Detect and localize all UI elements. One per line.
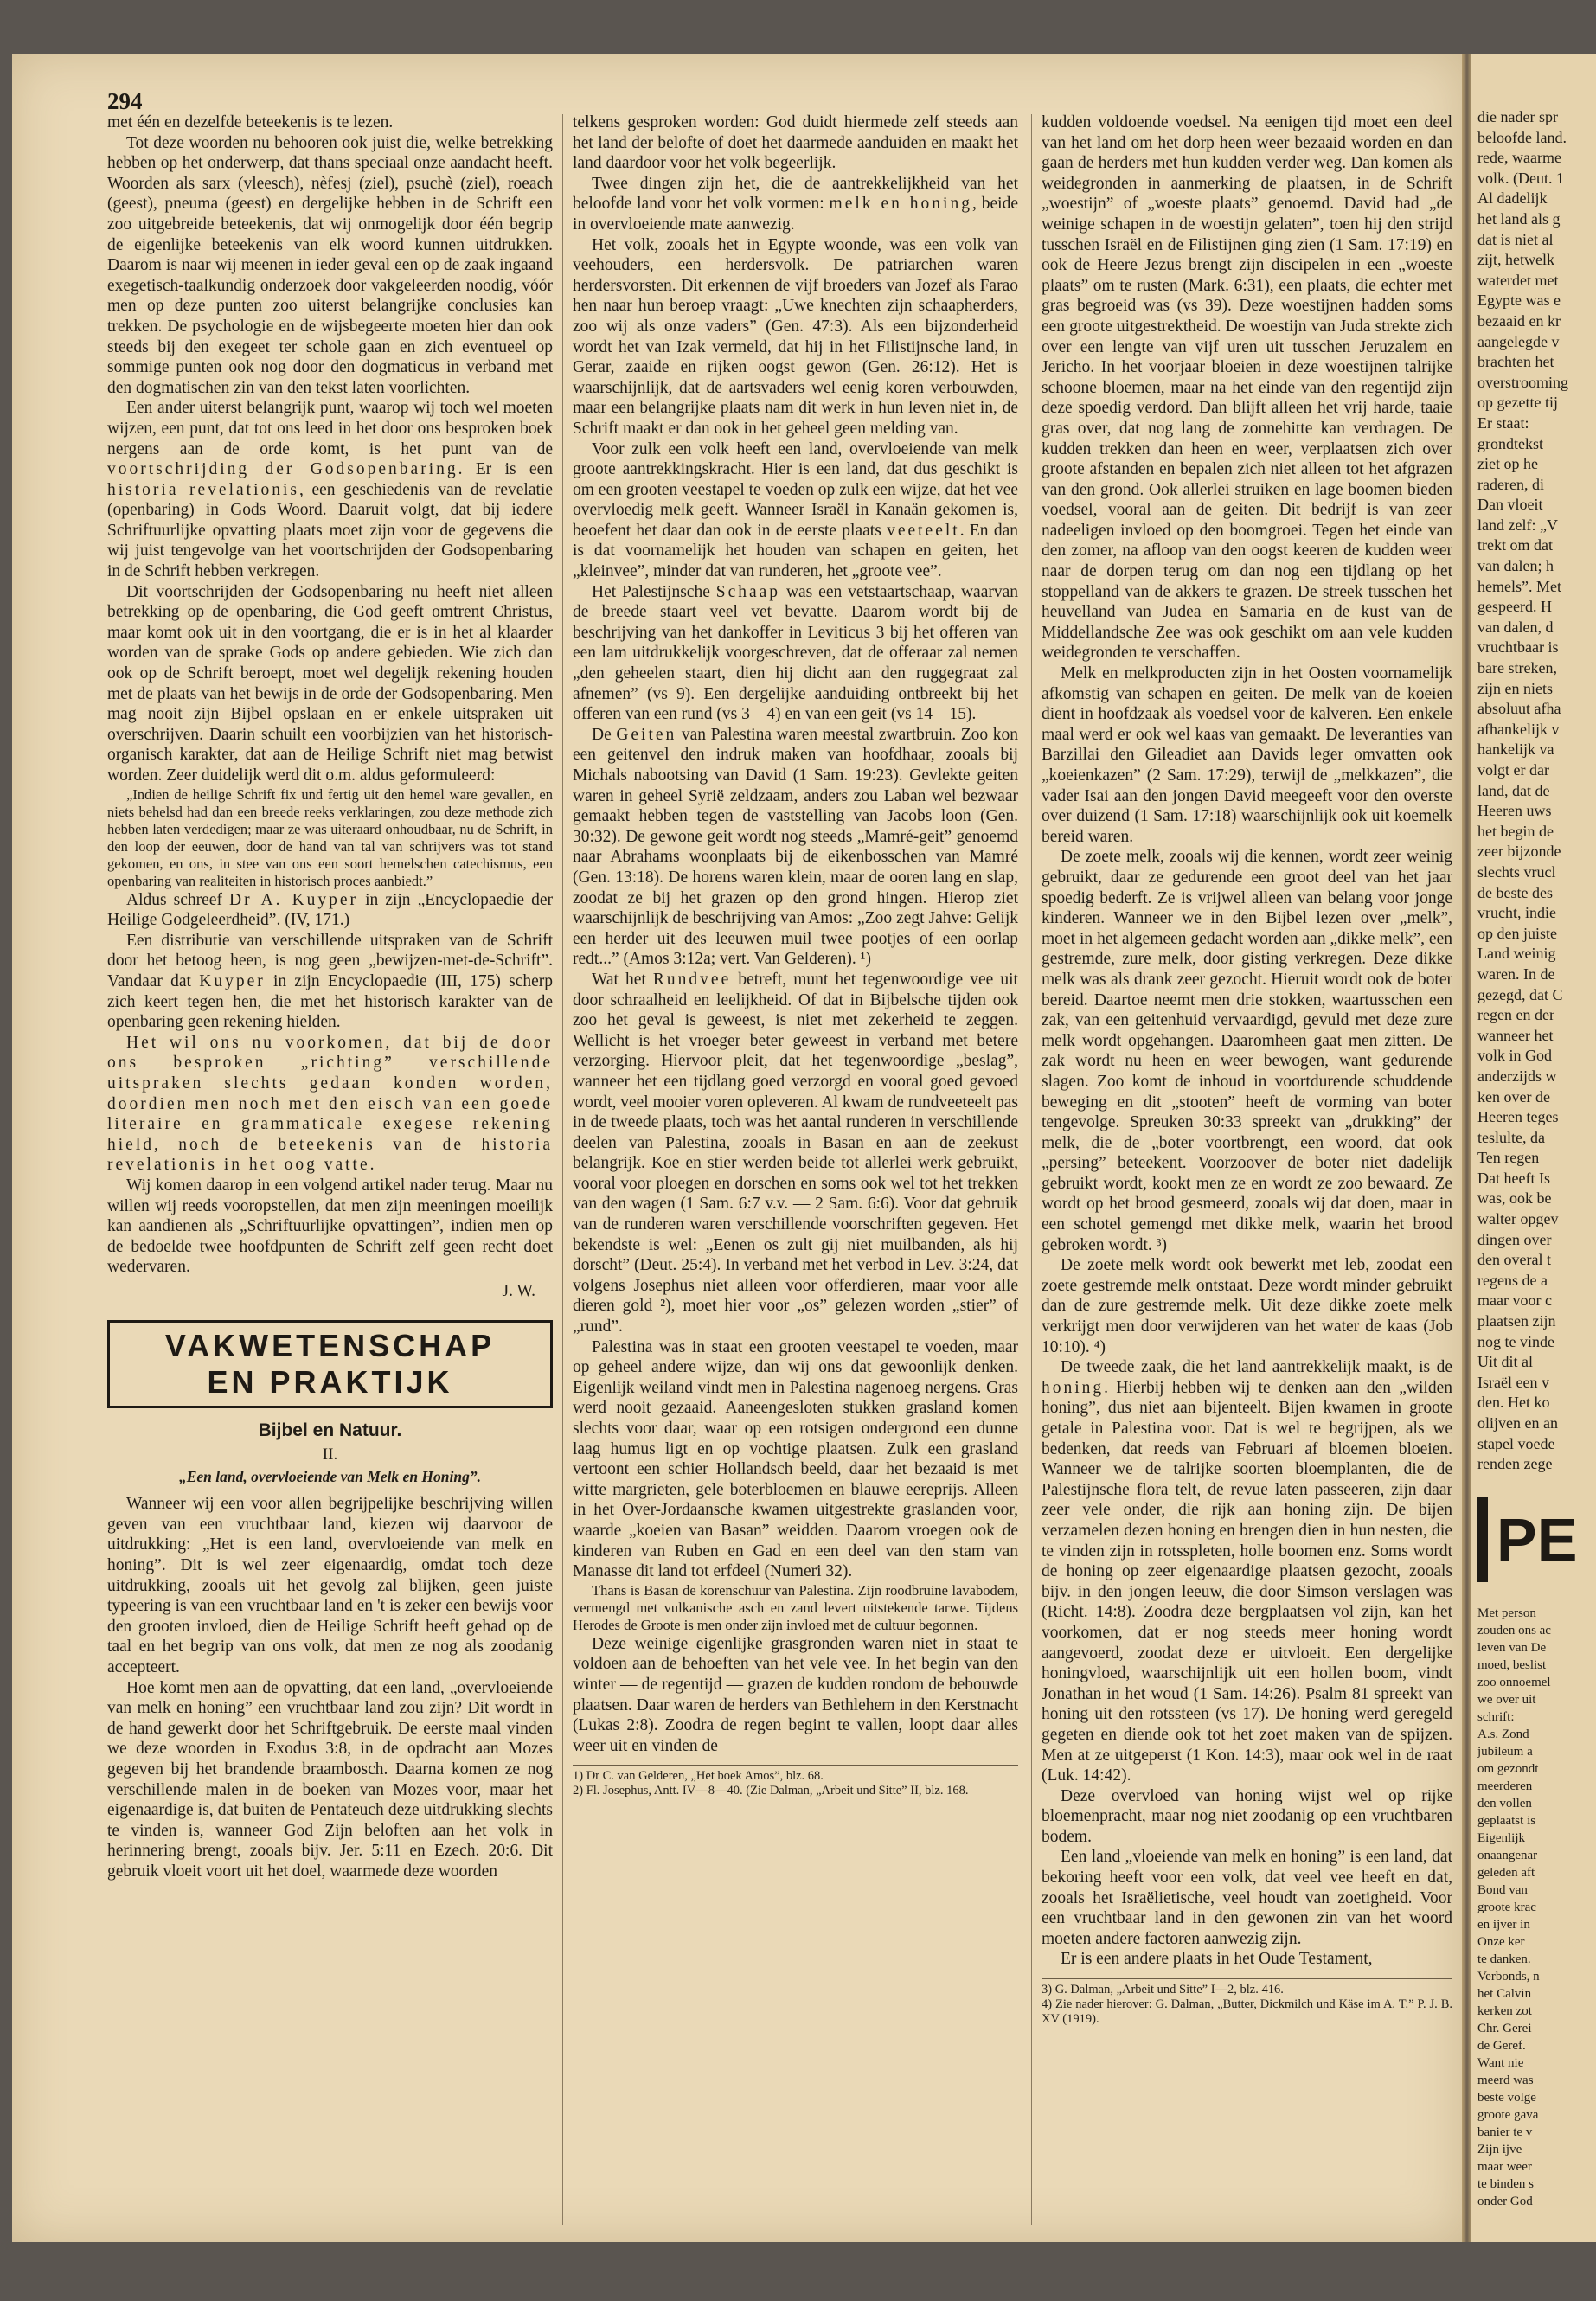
facing-page-line: overstrooming (1477, 373, 1568, 391)
facing-page-line: het land als g (1477, 209, 1561, 228)
article-title: Bijbel en Natuur. (258, 1420, 402, 1441)
facing-page-line: zouden ons ac (1477, 1623, 1551, 1638)
page-number: 294 (107, 88, 143, 114)
facing-page-line: Al dadelijk (1477, 189, 1548, 208)
facing-page-line: banier te v (1477, 2125, 1533, 2139)
facing-page-line: Chr. Gerei (1477, 2021, 1532, 2035)
footnote: 2) Fl. Josephus, Antt. IV—8—40. (Zie Dalman, „Arbeit und Sitte” II, blz. 168. (573, 1784, 969, 1798)
small-print-note: Thans is Basan de korenschuur van Palestina. Zijn roodbruine lavabodem, vermengd met vulkanische asch en zand levert uitstekende tarwe. Tijdens Herodes de Groote is men onder zijn invloed met de cultuur begonnen. (573, 1581, 1018, 1633)
facing-page-line: rede, waarme (1477, 149, 1561, 167)
paragraph: Aldus schreef Dr A. Kuyper in zijn „Encyclopaedie der Heilige Godgeleerdheid”. (IV, 171.) (107, 890, 553, 930)
footnote: 4) Zie nader hierover: G. Dalman, „Butter, Dickmilch und Käse im A. T.” P. J. B. XV (1919). (1042, 1997, 1452, 2027)
book-gutter (1462, 54, 1471, 2242)
paragraph: Dit voortschrijden der Godsopenbaring nu heeft niet alleen betrekking op de openbaring, die God geeft omtrent Christus, maar komt ook uit in den voortgang, die er is in het al klaarder worden van de sprake Gods op andere gebieden. Wie zich dan ook op de Schrift beroept, moet wel degelijk rekening houden met de plaats van het bewijs in de orde der Godsopenbaring. Men mag nooit zijn Bijbel opslaan en er enkele uitspraken uit overschrijven. Daarin schuilt een voorbijzien van het historisch-organisch karakter, dat aan de Heilige Schrift niet mag betwist worden. Zeer duidelijk werd dit o.m. aldus geformuleerd: (107, 582, 553, 785)
facing-page-line: teslulte, da (1477, 1128, 1545, 1146)
facing-page-line: waterdet met (1477, 271, 1559, 289)
paragraph: Deze overvloed van honing wijst wel op rijke bloemenpracht, maar nog niet zoodanig op een vruchtbaren bodem. (1042, 1786, 1452, 1846)
facing-page-line: kerken zot (1477, 2003, 1532, 2018)
facing-page-line: op gezette tij (1477, 394, 1558, 412)
facing-page-line: om gezondt (1477, 1761, 1539, 1776)
facing-page-line: absoluut afha (1477, 700, 1561, 718)
facing-page-line: vruchtbaar is (1477, 638, 1559, 657)
column-2 (573, 112, 1018, 1798)
facing-page-line: groote gava (1477, 2107, 1539, 2122)
paragraph: Wat het Rundvee betreft, munt het tegenwoordige vee uit door schraalheid en leelijkheid. Of dat in Bijbelsche tijden ook zoo het geval is geweest, is niet met zekerheid te zeggen. Wellicht is het vroeger beter geweest in verband met betere verzorging. Hiervoor pleit, dat het tegenwoordige „beslag”, wanneer het een tijdlang goed verzorgd en vooral goed gevoed wordt, veel mooier voren opleveren. Al kwam de rundveeteelt pas in de tweede plaats, toch was het aantal runderen in verschillende deelen van Palestina, zooals in Basan en aan de zeekust belangrijk. Koe en stier werden beide tot allerlei werk gebruikt, vooral voor ploegen en dorschen en soms ook wel tot het trekken van den wagen (1 Sam. 6:7 v.v. — 2 Sam. 6:6). Voor dat gebruik van de runderen waren verschillende voorschriften gegeven. Het bekendste is wel: „Eenen os zult gij niet muilbanden, als hij dorscht” (Deut. 25:4). In verband met het verbod in Lev. 3:24, dat volgens Josephus niet alleen voor offerdieren, maar voor alle dieren gold ²), moet hier voor „os” gelezen worden „stier” of „rund”. (573, 970, 1018, 1336)
paragraph: Het Palestijnsche Schaap was een vetstaartschaap, waarvan de breede staart veel vet bevatte. Daarom wordt bij de beschrijving van het dankoffer in Leviticus 3 bij het offeren van een lam uitdrukkelijk voorgeschreven, dat de offeraar zal nemen „den geheelen staart, dien hij dicht aan den ruggegraat zal afnemen” (vs 9). Een dergelijke aanduiding ontbreekt bij het offeren van een rund (vs 3—4) en van een geit (vs 14—15). (573, 582, 1019, 724)
facing-page-line: het Calvin (1477, 1986, 1532, 2001)
facing-page-line: Heeren uws (1477, 802, 1552, 820)
paragraph: met één en dezelfde beteekenis is te lezen. (107, 113, 394, 131)
facing-page-line: ken over de (1477, 1087, 1550, 1106)
facing-page-line: raderen, di (1477, 475, 1544, 493)
facing-page-line: Uit dit al (1477, 1353, 1533, 1371)
facing-page-line: wanneer het (1477, 1026, 1554, 1044)
facing-page-line: geleden aft (1477, 1865, 1535, 1880)
facing-page-line: walter opgev (1477, 1210, 1559, 1228)
facing-page-line: geplaatst is (1477, 1813, 1536, 1828)
facing-page-line: Dat heeft Is (1477, 1169, 1550, 1187)
facing-page-line: afhankelijk v (1477, 720, 1560, 738)
facing-page-line: op den juiste (1477, 924, 1557, 942)
paragraph: Er is een andere plaats in het Oude Testament, (1061, 1950, 1373, 1969)
paragraph: De zoete melk, zooals wij die kennen, wordt zeer weinig gebruikt, daar ze gedurende een groot deel van het jaar spoedig bederft. Ze is vrijwel alleen van belang voor jonge kinderen. Wanneer we in den Bijbel lezen over „melk”, moet in het algemeen gedacht worden aan „dikke melk”, een gestremde, zure melk, door gisting verkregen. Deze dikke melk was als drank zeer gezocht. Hieruit wordt ook de boter bereid. Daartoe neemt men drie stokken, waartusschen een zak, van een geitenhuid vervaardigd, gevuld met deze zure melk wordt opgehangen. Daaromheen gaat men zitten. De zak wordt nu heen en weer bewogen, want gedurende slagen. Zoo komt de inhoud in voortdurende schuddende beweging en dit „stooten” heeft de vorming van boter tengevolge. Spreuken 30:33 spreekt van „drukking” der melk, die de „boter voortbrengt, een woord, dat ook „persing” beteekent. Voorzoover de boter niet dadelijk gebruikt wordt, kookt men ze en wordt ze zoo bewaard. Ze wordt op het brood gesmeerd, zooals wij dat doen, maar in een schotel gemengd met dikke melk, waarin het brood gebroken wordt. ³) (1042, 848, 1452, 1254)
paragraph: Twee dingen zijn het, die de aantrekkelijkheid van het beloofde land voor het volk vormen: melk en honing, beide in overvloeiende mate aanwezig. (573, 174, 1018, 234)
facing-page-line: onder God (1477, 2194, 1533, 2208)
facing-page-line: aangelegde v (1477, 332, 1560, 350)
newspaper-page (12, 54, 1462, 2242)
block-quote: „Indien de heilige Schrift fix und fertig uit den hemel ware gevallen, en niets behelsd had dan een breede reeks verklaringen, zou deze methode zich hebben laten verdedigen; maar ze was uiteraard onhoudbaar, nu de Schrift, in den loop der eeuwen, door de hand van tal van schrijvers was tot stand gekomen, en ons, in stee van ons een soort hemelschen catechismus, een openbaring van realiteiten in historisch proces aanbiedt.” (107, 785, 553, 889)
facing-page-line: vrucht, indie (1477, 904, 1556, 922)
paragraph: Wanneer wij een voor allen begrijpelijke beschrijving willen geven van een vruchtbaar land, kiezen wij daarvoor de uitdrukking: „Het is een land, overvloeiende van melk en honing”. Dit is wel zeer eigenaardig, omdat toch deze uitdrukking, zooals uit het gevolg zal blijken, geen juiste typeering is van een vruchtbaar land en 't is zeker een bewijs voor den grooten invloed, dien de Heilige Schrift heeft gehad op de taal en het begrip van ons volk, dat men ze nog als zoodanig accepteert. (107, 1495, 553, 1676)
facing-page-line: olijven en an (1477, 1414, 1558, 1432)
paragraph: De Geiten van Palestina waren meestal zwartbruin. Zoo kon een geitenvel den indruk maken van hoofdhaar, zooals bij Michals nabootsing van David (1 Sam. 19:23). Gevlekte geiten waren in geheel Syrië zeldzaam, anders zou Laban wel bezwaar gemaakt hebben tegen de vaststelling van Jacobs loon (Gen. 30:32). De gewone geit wordt nog steeds „Mamré-geit” genoemd naar Abrahams woonplaats bij de eikenbosschen van Mamré (Gen. 13:18). De horens waren klein, maar de ooren lang en slap, zoodat ze bij het grazen op den grond hingen. Hierop ziet waarschijnlijk de beschrijving van Amos: „Zoo zegt Jahve: Gelijk een herder uit des leeuwen muil twee pootjes of een oorlap redt...” (Amos 3:12a; vert. Van Gelderen). ¹) (573, 725, 1018, 969)
facing-page-line: en ijver in (1477, 1917, 1530, 1932)
facing-page-line: Dan vloeit (1477, 496, 1543, 514)
facing-page-line: waren. In de (1477, 965, 1555, 983)
paragraph: Een ander uiterst belangrijk punt, waarop wij toch wel moeten wijzen, een punt, dat tot ons leed in het door ons besproken boek nergens aan de orde komt, is het punt van de voortschrijding der Godsopenbaring. Er is een historia revelationis, een geschiedenis van de revelatie (openbaring) in Gods Woord. Daaruit volgt, dat bij iedere Schriftuurlijke opvatting plaats moet zijn voor de gegevens die wij juist tengevolge van het voortschrijden der Godsopenbaring in de Schrift hebben verkregen. (107, 399, 553, 581)
facing-page-line: van dalen; h (1477, 557, 1554, 575)
facing-page-line: hemels”. Met (1477, 577, 1561, 595)
facing-page-line: maar voor c (1477, 1292, 1552, 1310)
facing-page-line: schrift: (1477, 1709, 1515, 1724)
facing-page-line: beste volge (1477, 2090, 1536, 2105)
facing-page-line: den overal t (1477, 1251, 1551, 1269)
facing-page-line: jubileum a (1477, 1744, 1533, 1759)
paragraph: Hoe komt men aan de opvatting, dat een land, „overvloeiende van melk en honing” een vruchtbaar land zou zijn? Dit wordt in de hand gewerkt door het Schriftgebruik. De eerste maal vinden we deze woorden in Exodus 3:8, in de opdracht aan Mozes gegeven bij het brandende braambosch. Daarna komen ze nog verschillende malen in de boeken van Mozes voor, maar het eigenaardige is, dat buiten de Pentateuch deze uitdrukking slechts te vinden is, wanneer God Zijn beloften aan het volk in herinnering brengt, zooals bijv. Jer. 5:11 en Ezech. 20:6. Dit gebruik vloeit voort uit het doel, waarmede deze woorden (107, 1678, 553, 1881)
facing-page-line: brachten het (1477, 353, 1554, 371)
facing-page-line: regens de a (1477, 1271, 1548, 1289)
facing-page-line: beloofde land. (1477, 128, 1567, 146)
facing-page-edge (1471, 54, 1596, 2242)
facing-page-line: Verbonds, n (1477, 1969, 1540, 1984)
facing-page-line: dat is niet al (1477, 230, 1554, 248)
facing-page-line: slechts vrucl (1477, 862, 1556, 881)
paragraph: Voor zulk een volk heeft een land, overvloeiende van melk groote aantrekkingskracht. Hier is een land, dat dus geschikt is om een grooten veestapel te voeden op zulk een wijze, dat het vee overvloedig melk geeft. Wanneer Israël in Kanaän gekomen is, beoefent het daar dan ook in de eerste plaats veeteelt. En dan is dat voornamelijk het houden van schapen en geiten, het „kleinvee”, minder dat van runderen, het „groote vee”. (573, 439, 1018, 581)
footnotes (573, 1765, 1018, 1798)
footnotes (1042, 1978, 1452, 2027)
paragraph: Een distributie van verschillende uitspraken van de Schrift door het betoog heen, is nog geen „bewijzen-met-de-Schrift”. Vandaar dat Kuyper in zijn Encyclopaedie (III, 175) scherp zich keert tegen hen, die met het historisch karakter van de openbaring geen rekening hielden. (107, 931, 554, 1032)
facing-page-line: Onze ker (1477, 1934, 1525, 1949)
author-signature: J. W. (502, 1281, 535, 1300)
facing-page-column (1477, 107, 1592, 2210)
footnote: 3) G. Dalman, „Arbeit und Sitte” I—2, blz. 416. (1042, 1983, 1284, 1997)
facing-page-line: van dalen, d (1477, 618, 1554, 636)
facing-page-line: den vollen (1477, 1796, 1532, 1811)
facing-page-line: nog te vinde (1477, 1332, 1554, 1350)
article-part-number: II. (322, 1445, 338, 1465)
facing-page-line: hankelijk va (1477, 740, 1554, 759)
facing-page-line: bare streken, (1477, 659, 1557, 677)
facing-page-line: meerderen (1477, 1779, 1533, 1793)
column-divider (1031, 114, 1032, 2225)
facing-page-line: stapel voede (1477, 1434, 1555, 1452)
facing-page-line: maar weer (1477, 2159, 1532, 2174)
facing-page-line: den. Het ko (1477, 1394, 1550, 1412)
facing-page-line: te binden s (1477, 2176, 1534, 2191)
facing-page-line: zijn en niets (1477, 679, 1553, 697)
facing-page-line: volk in God (1477, 1047, 1553, 1065)
facing-page-line: land zelf: „V (1477, 516, 1558, 534)
column-1 (107, 112, 553, 1882)
facing-page-line: zoo onnoemel (1477, 1675, 1551, 1689)
facing-page-line: Bond van (1477, 1882, 1528, 1897)
facing-page-line: Land weinig (1477, 945, 1556, 963)
facing-page-line: leven van De (1477, 1640, 1547, 1655)
facing-page-line: trekt om dat (1477, 536, 1553, 554)
paragraph: Een land „vloeiende van melk en honing” is een land, dat bekoring heeft voor een volk, dat veel vee heeft en dat, zooals het Israëlietische, veel houdt van zoetigheid. Voor een vruchtbaar land in den gewonen zin van het woord moeten andere factoren aanwezig zijn. (1042, 1848, 1452, 1948)
facing-page-line: te danken. (1477, 1952, 1531, 1966)
facing-page-line: het begin de (1477, 822, 1554, 840)
paragraph: telkens gesproken worden: God duidt hiermede zelf steeds aan het land der belofte of doet het daarmede aanduiden en maakt het land daardoor voor het volk begeerlijk. (573, 113, 1018, 173)
section-banner: VAKWETENSCHAP EN PRAKTIJK (107, 1320, 553, 1408)
facing-page-line: gezegd, dat C (1477, 985, 1563, 1003)
facing-page-line: zijt, hetwelk (1477, 251, 1554, 269)
facing-page-line: Egypte was e (1477, 292, 1561, 310)
paragraph: kudden voldoende voedsel. Na eenigen tijd moet een deel van het land om het dorp heen weer bezaaid worden en dan gaan de herders met hun kudden verder weg. Dan komen als weidegronden in aanmerking de plaatsen, in de Schrift „woestijn” of „woeste plaats” genoemd. David had „de weinige schapen in de woestijn gelaten”, toen hij den strijd tusschen Israël en de Filistijnen ging zien (1 Sam. 17:19) en ook de Heere Jezus brengt zijn discipelen in een „woeste plaats” om te rusten (Mark. 6:31), een plaats, die echter met gras begroeid was (vs 39). Deze woestijnen hadden soms een groote uitgestrektheid. De woestijn van Juda strekte zich over een lengte van vijf uren uit tusschen Jeruzalem en Jericho. In het voorjaar bloeien in deze woestijnen talrijke schoone bloemen, maar na het einde van den regentijd zijn deze spoedig verdord. Dan blijft alleen het vrij harde, taaie gras over, dat nog lang de zonnehitte kan verdragen. De kudden trekken dan heen en weer, verplaatsen zich over groote afstanden en bepalen zich niet alleen tot het afgrazen van den grond. Ook allerlei struiken en lage boomen bieden voedsel, vooral aan de geiten. Dit bedrijf is van zeer nadeeligen invloed op den boomgroei. Tegen het einde van den zomer, na afloop van den oogst keeren de kudden weer naar de dorpen terug om dan nog een tijdlang op het stoppelland van de akkers te grazen. De streek tusschen het heuvelland van Judea en Samaria en de kust van de Middellandsche Zee was ook geschikt om aan vele kudden weidegronden te verschaffen. (1042, 113, 1452, 663)
facing-page-line: de Geref. (1477, 2038, 1526, 2053)
facing-page-line: grondtekst (1477, 434, 1543, 452)
paragraph: Melk en melkproducten zijn in het Oosten voornamelijk afkomstig van schapen en geiten. De melk van de koeien dient in hoofdzaak als voedsel voor de kalveren. Een enkele maal werd er ook wel kaas van gemaakt. De leveranties van Barzillai den Gileadiet aan Davids leger omvatten ook „koeienkazen” (2 Sam. 17:29), terwijl de „melkkazen”, die vader Isai aan den jongen David meegeeft voor den overste over duizend (1 Sam. 17:18) waarschijnlijk ook uit koemelk bereid waren. (1042, 664, 1452, 846)
facing-page-line: plaatsen zijn (1477, 1312, 1556, 1330)
facing-page-line: Heeren teges (1477, 1108, 1559, 1126)
facing-page-line: Want nie (1477, 2055, 1524, 2070)
facing-page-line: regen en der (1477, 1006, 1554, 1024)
facing-page-line: zeer bijzonde (1477, 843, 1561, 861)
facing-page-line: was, ook be (1477, 1189, 1552, 1208)
paragraph: Wij komen daarop in een volgend artikel nader terug. Maar nu willen wij reeds vooropstellen, dat men zijn meeningen moeilijk kan aandienen als „Schriftuurlijke opvattingen”, indien men op de bedoelde twee hoofdpunten de Schrift zelf geen recht doet wedervaren. (107, 1176, 553, 1277)
paragraph: Het volk, zooals het in Egypte woonde, was een volk van veehouders, een herdersvolk. De patriarchen waren herdersvorsten. Dit erkennen de vijf broeders van Jozef als Farao hen naar hun beroep vraagt: „Uwe knechten zijn schaapherders, zoo wij als onze vaders” (Gen. 47:3). Als een bijzonderheid wordt het van Izak vermeld, dat hij in het Filistijnsche land, in Gerar, zaaide en rijken oogst gewon (Gen. 26:12). Het is waarschijnlijk, dat de aartsvaders wel eenig koren verbouwden, maar een belangrijke plaats nam dit werk in hun leven niet in, de Schrift maakt er dan ook in het geheel geen melding van. (573, 235, 1018, 438)
facing-page-line: groote krac (1477, 1900, 1536, 1914)
paragraph: Palestina was in staat een grooten veestapel te voeden, maar op geheel andere wijze, dan wij ons dat gewoonlijk denken. Eigenlijk weiland vindt men in Palestina nagenoeg nergens. Gras werd nooit gezaaid. Aaneengesloten stukken grasland komen slechts voor daar, waar op een rotsigen ondergrond een dunne laag humus ligt en op vochtige plaatsen. Zulk een grasland vertoont een schier Hollandsch beeld, daar het bezaaid is met witte margrieten, gele boterbloemen en blauwe eereprijs. Alleen in het Over-Jordaansche kwamen uitgestrekte graslanden voor, waarde „koeien van Basan” weidden. Daarom vroegen ook de kinderen van Ruben en Gad en een deel van den stam van Manasse dit land tot erfdeel (Numeri 32). (573, 1337, 1018, 1581)
facing-page-line: gespeerd. H (1477, 598, 1552, 616)
facing-page-line: we over uit (1477, 1692, 1536, 1707)
footnote: 1) Dr C. van Gelderen, „Het boek Amos”, blz. 68. (573, 1769, 824, 1784)
facing-page-line: onaangenar (1477, 1848, 1538, 1862)
facing-page-line: Met person (1477, 1606, 1536, 1620)
facing-page-line: Er staat: (1477, 413, 1529, 432)
facing-page-line: anderzijds w (1477, 1067, 1557, 1085)
paragraph: De tweede zaak, die het land aantrekkelijk maakt, is de honing. Hierbij hebben wij te denken aan den „wilden honing”, dus niet aan bijenteelt. Bijen kwamen in groote getale in Palestina voor. Dat is wel te begrijpen, als we bedenken, dat reeds van Februari af bloemen bloeien. Wanneer we de talrijke soorten bloemplanten, die de Palestijnsche flora telt, de revue laten passeeren, zijn daar zeer vele onder, die rijk aan honing zijn. De bijen verzamelen dezen honing en brengen dien in hun nesten, die te vinden zijn in rotsspleten, holle boomen enz. Soms wordt de honing op zeer eigenaardige plaatsen gezocht, zooals bijv. in den jongen leeuw, die door Simson verslagen was (Richt. 14:8). Zoodra deze bergplaatsen vol zijn, kan het voorkomen, dat er nog steeds meer honing wordt aangevoerd, zoodat deze er uitvloeit. Een dergelijke honingvloed, waarschijnlijk uit een hollen boom, vindt Jonathan in het woud (1 Sam. 14:26). Psalm 81 spreekt van honing uit den rotssteen (vs 17). De honing werd geregeld gegeten en diende ook tot het zoet maken van de spijzen. Men at ze uitgeperst (1 Kon. 14:3), maar ook wel in de raat (Luk. 14:42). (1042, 1358, 1452, 1785)
facing-page-line: volk. (Deut. 1 (1477, 169, 1564, 187)
article-subtitle: „Een land, overvloeiende van Melk en Honing”. (178, 1467, 482, 1485)
facing-page-line: Ten regen (1477, 1149, 1540, 1167)
facing-page-line: dingen over (1477, 1230, 1552, 1248)
facing-page-line: moed, beslist (1477, 1657, 1547, 1672)
paragraph: Tot deze woorden nu behooren ook juist die, welke betrekking hebben op het onderwerp, dat thans speciaal onze aandacht heeft. Woorden als sarx (vleesch), nèfesj (ziel), psuchè (ziel), roeach (geest), pneuma (geest) en dergelijke hebben in de Schrift een zoo uitgebreide beteekenis, dat wij onmogelijk door één begrip de eigenlijke beteekenis van elk woord kunnen uitdrukken. Daarom is naar wij meenen in ieder geval een op de zaak ingaand exegetisch-taalkundig onderzoek door vakgeleerden noodig, vóór men op deze punten zoo uiterst belangrijke conclusies kan trekken. De psychologie en de wijsbegeerte moeten hier dan ook steeds bij den exegeet ter schole gaan en zich eventueel op sommige punten ook nog door den dogmaticus in verband met den dogmatischen zin van den tekst laten voorlichten. (107, 133, 553, 397)
paragraph: Deze weinige eigenlijke grasgronden waren niet in staat te voldoen aan de behoeften van het vele vee. In het begin van den winter — de regentijd — grazen de kudden rondom de bebouwde plaatsen. Daar waren de herders van Bethlehem in den Kerstnacht (Lukas 2:8). Zoodra de regen begint te vallen, loopt daar alles weer uit en vinden de (573, 1634, 1018, 1755)
facing-page-banner: PE (1477, 1497, 1592, 1582)
facing-page-line: ziet op he (1477, 455, 1538, 473)
paragraph: Het wil ons nu voorkomen, dat bij de door ons besproken „richting” verschillende uitspraken slechts gedaan konden worden, doordien men noch met den eisch van een goede literaire en grammaticale exegese rekening hield, noch de beteekenis van de historia revelationis in het oog vatte. (107, 1033, 553, 1175)
facing-page-line: land, dat de (1477, 781, 1550, 799)
facing-page-line: Zijn ijve (1477, 2142, 1522, 2157)
facing-page-line: die nader spr (1477, 108, 1558, 125)
column-divider (562, 114, 563, 2225)
facing-page-line: Eigenlijk (1477, 1830, 1525, 1845)
facing-page-line: bezaaid en kr (1477, 311, 1561, 330)
facing-page-line: Israël een v (1477, 1373, 1549, 1391)
facing-page-line: A.s. Zond (1477, 1727, 1529, 1741)
facing-page-line: renden zege (1477, 1455, 1553, 1473)
column-3 (1042, 112, 1452, 2027)
facing-page-line: meerd was (1477, 2073, 1534, 2087)
facing-page-line: de beste des (1477, 883, 1553, 901)
facing-page-line: volgt er dar (1477, 761, 1549, 779)
paragraph: De zoete melk wordt ook bewerkt met leb, zoodat een zoete gestremde melk ontstaat. Deze wordt minder gebruikt dan de zure gestremde melk. Uit deze dikke zoete melk verkrijgt men door verwijderen van het water de kaas (Job 10:10). ⁴) (1042, 1256, 1452, 1356)
